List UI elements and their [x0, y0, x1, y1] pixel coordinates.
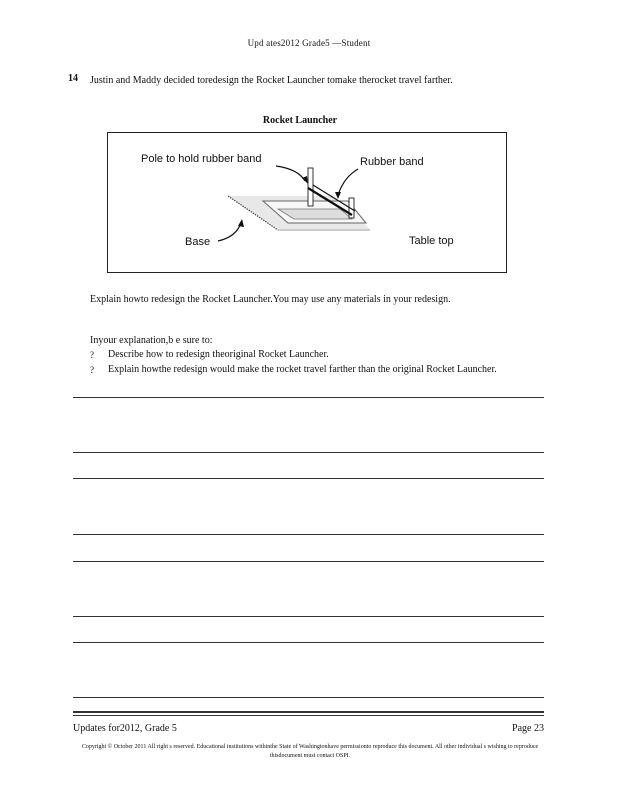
answer-line [73, 452, 544, 453]
answer-line [73, 697, 544, 698]
rocket-launcher-figure [107, 132, 507, 273]
bullet-mark-2: ? [90, 365, 94, 375]
bullet-mark-1: ? [90, 350, 94, 360]
label-pole: Pole to hold rubber band [141, 153, 262, 165]
figure-title: Rocket Launcher [262, 115, 338, 126]
bullet-text-2: Explain howthe redesign would make the rocket travel farther than the original Rocket Launcher. [108, 364, 497, 375]
base-leader [218, 223, 241, 241]
label-base: Base [185, 236, 211, 248]
answer-line [73, 642, 544, 643]
footer-rule [73, 715, 544, 716]
question-number: 14 [68, 73, 78, 84]
label-rubber-band: Rubber band [360, 156, 424, 168]
answer-line [73, 397, 544, 398]
page-header: Upd ates2012 Grade5 —Student [247, 38, 371, 48]
pole-shape [308, 168, 313, 206]
question-text: Justin and Maddy decided toredesign the Rocket Launcher tomake therocket travel farther. [90, 75, 453, 86]
band-leader [338, 169, 358, 195]
answer-line [73, 561, 544, 562]
pole-leader [276, 166, 305, 181]
answer-line [73, 616, 544, 617]
copyright-notice: Copyright © October 2011 All right s reserved. Educational institutions withinthe State of Washingtonhave permissionto reproduce this document. All other individual s wishing to reproduce thisdocument must contact OSPI. [81, 744, 539, 759]
answer-line [73, 534, 544, 535]
bullet-text-1: Describe how to redesign theoriginal Rocket Launcher. [108, 349, 329, 360]
explanation-intro: Inyour explanation,b e sure to: [90, 335, 213, 346]
explain-instruction: Explain howto redesign the Rocket Launcher.You may use any materials in your redesign. [90, 294, 451, 305]
label-table-top: Table top [409, 235, 454, 247]
footer-left: Updates for2012, Grade 5 [73, 723, 177, 734]
page-number: Page 23 [512, 723, 544, 734]
footer-rule [73, 711, 544, 713]
answer-line [73, 478, 544, 479]
